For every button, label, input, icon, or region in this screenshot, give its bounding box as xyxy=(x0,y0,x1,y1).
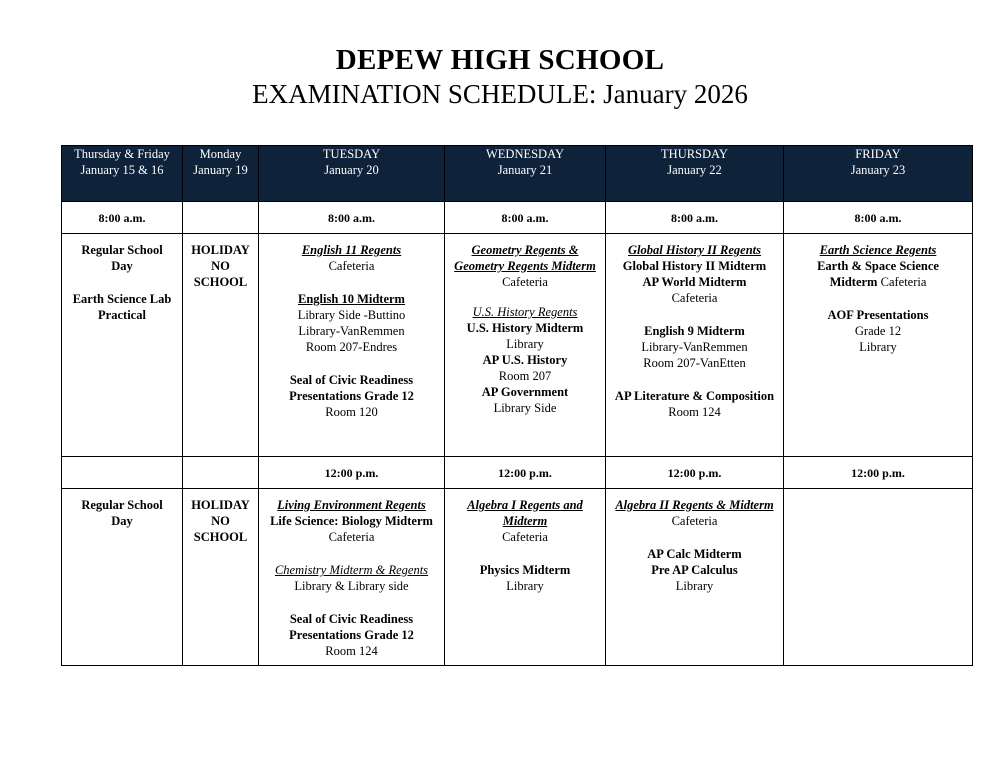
time-cell: 8:00 a.m. xyxy=(62,202,183,234)
time-cell: 12:00 p.m. xyxy=(445,457,606,489)
morning-thu-fri-cell: Regular School Day Earth Science Lab Practical xyxy=(62,234,183,457)
header-monday: Monday January 19 xyxy=(183,146,259,202)
afternoon-tuesday-cell: Living Environment Regents Life Science: Biology Midterm Cafeteria Chemistry Midterm & Regents Library & Library side Seal of Civic Readiness Presentations Grade 12 Room 124 xyxy=(259,489,445,666)
afternoon-thu-fri-cell: Regular School Day xyxy=(62,489,183,666)
exam-schedule-table xyxy=(61,145,973,666)
time-cell xyxy=(183,202,259,234)
morning-time-row xyxy=(62,202,973,234)
time-cell: 8:00 a.m. xyxy=(445,202,606,234)
midterm-label: Midterm xyxy=(829,275,878,289)
morning-monday-cell: HOLIDAY NO SCHOOL xyxy=(183,234,259,457)
time-cell xyxy=(62,457,183,489)
header-friday: FRIDAY January 23 xyxy=(784,146,973,202)
header-thu-fri: Thursday & Friday January 15 & 16 xyxy=(62,146,183,202)
morning-tuesday-cell: English 11 Regents Cafeteria English 10 Midterm Library Side -Buttino Library-VanRemmen Room 207-Endres Seal of Civic Readiness Presentations Grade 12 Room 120 xyxy=(259,234,445,457)
afternoon-wednesday-cell: Algebra I Regents and Midterm Cafeteria Physics Midterm Library xyxy=(445,489,606,666)
afternoon-friday-cell xyxy=(784,489,973,666)
morning-exams-row xyxy=(62,234,973,457)
time-cell: 8:00 a.m. xyxy=(259,202,445,234)
morning-thursday-cell: Global History II Regents Global History II Midterm AP World Midterm Cafeteria English 9 Midterm Library-VanRemmen Room 207-VanEtten AP Literature & Composition Room 124 xyxy=(606,234,784,457)
header-tuesday: TUESDAY January 20 xyxy=(259,146,445,202)
afternoon-thursday-cell: Algebra II Regents & Midterm Cafeteria AP Calc Midterm Pre AP Calculus Library xyxy=(606,489,784,666)
afternoon-exams-row xyxy=(62,489,973,666)
time-cell: 12:00 p.m. xyxy=(606,457,784,489)
afternoon-time-row xyxy=(62,457,973,489)
time-cell: 8:00 a.m. xyxy=(606,202,784,234)
header-row xyxy=(62,146,973,202)
time-cell: 8:00 a.m. xyxy=(784,202,973,234)
schedule-subtitle: EXAMINATION SCHEDULE: January 2026 xyxy=(252,79,748,109)
time-cell: 12:00 p.m. xyxy=(259,457,445,489)
time-cell: 12:00 p.m. xyxy=(784,457,973,489)
header-wednesday: WEDNESDAY January 21 xyxy=(445,146,606,202)
afternoon-monday-cell: HOLIDAY NO SCHOOL xyxy=(183,489,259,666)
morning-wednesday-cell: Geometry Regents & Geometry Regents Midterm Cafeteria U.S. History Regents U.S. History Midterm Library AP U.S. History Room 207 AP Government Library Side xyxy=(445,234,606,457)
header-thursday: THURSDAY January 22 xyxy=(606,146,784,202)
room-label: Cafeteria xyxy=(880,275,927,289)
school-title: DEPEW HIGH SCHOOL xyxy=(335,44,665,76)
morning-friday-cell: Earth Science Regents Earth & Space Science Midterm Cafeteria AOF Presentations Grade 12 Library xyxy=(784,234,973,457)
time-cell xyxy=(183,457,259,489)
